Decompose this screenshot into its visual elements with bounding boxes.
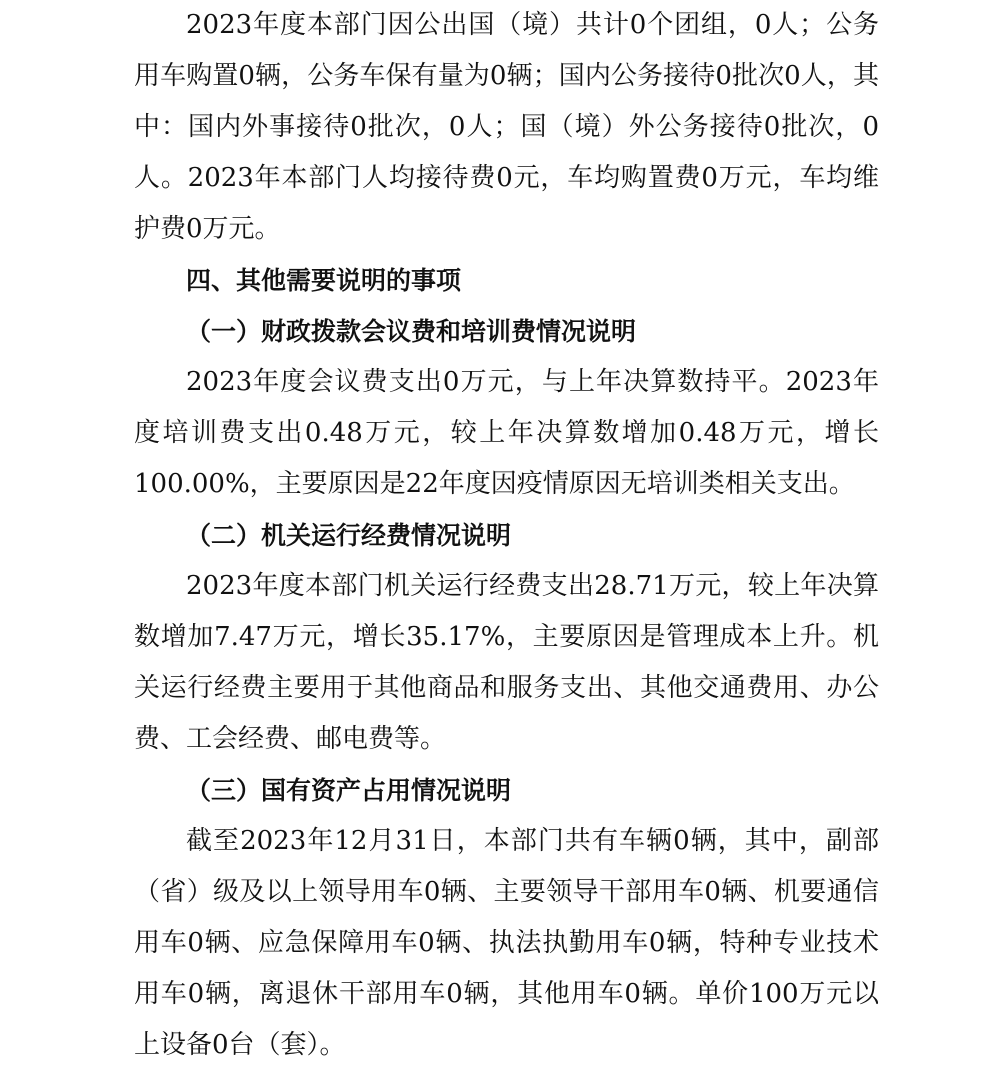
paragraph-meeting-training-fees: 2023年度会议费支出0万元，与上年决算数持平。2023年度培训费支出0.48万元，较上年决算数增加0.48万元，增长100.00%，主要原因是22年度因疫情原因无培训类相关支出。 xyxy=(134,367,879,499)
subheading-meeting-training-fees: （一）财政拨款会议费和培训费情况说明 xyxy=(186,317,637,346)
paragraph-operating-expenses: 2023年度本部门机关运行经费支出28.71万元，较上年决算数增加7.47万元，增长35.17%，主要原因是管理成本上升。机关运行经费主要用于其他商品和服务支出、其他交通费用、办公费、工会经费、邮电费等。 xyxy=(134,571,879,754)
subheading-operating-expenses: （二）机关运行经费情况说明 xyxy=(186,521,512,550)
paragraph-overseas-vehicles-reception: 2023年度本部门因公出国（境）共计0个团组，0人；公务用车购置0辆，公务车保有量为0辆；国内公务接待0批次0人，其中：国内外事接待0批次，0人；国（境）外公务接待0批次，0人。2023年本部门人均接待费0元，车均购置费0万元，车均维护费0万元。 xyxy=(134,10,879,244)
document-page xyxy=(134,0,879,1071)
paragraph-state-assets: 截至2023年12月31日，本部门共有车辆0辆，其中，副部（省）级及以上领导用车0辆、主要领导干部用车0辆、机要通信用车0辆、应急保障用车0辆、执法执勤用车0辆，特种专业技术用车0辆，离退休干部用车0辆，其他用车0辆。单价100万元以上设备0台（套）。 xyxy=(134,826,879,1060)
subheading-state-assets: （三）国有资产占用情况说明 xyxy=(186,776,512,805)
section-heading-other-matters: 四、其他需要说明的事项 xyxy=(186,266,462,295)
